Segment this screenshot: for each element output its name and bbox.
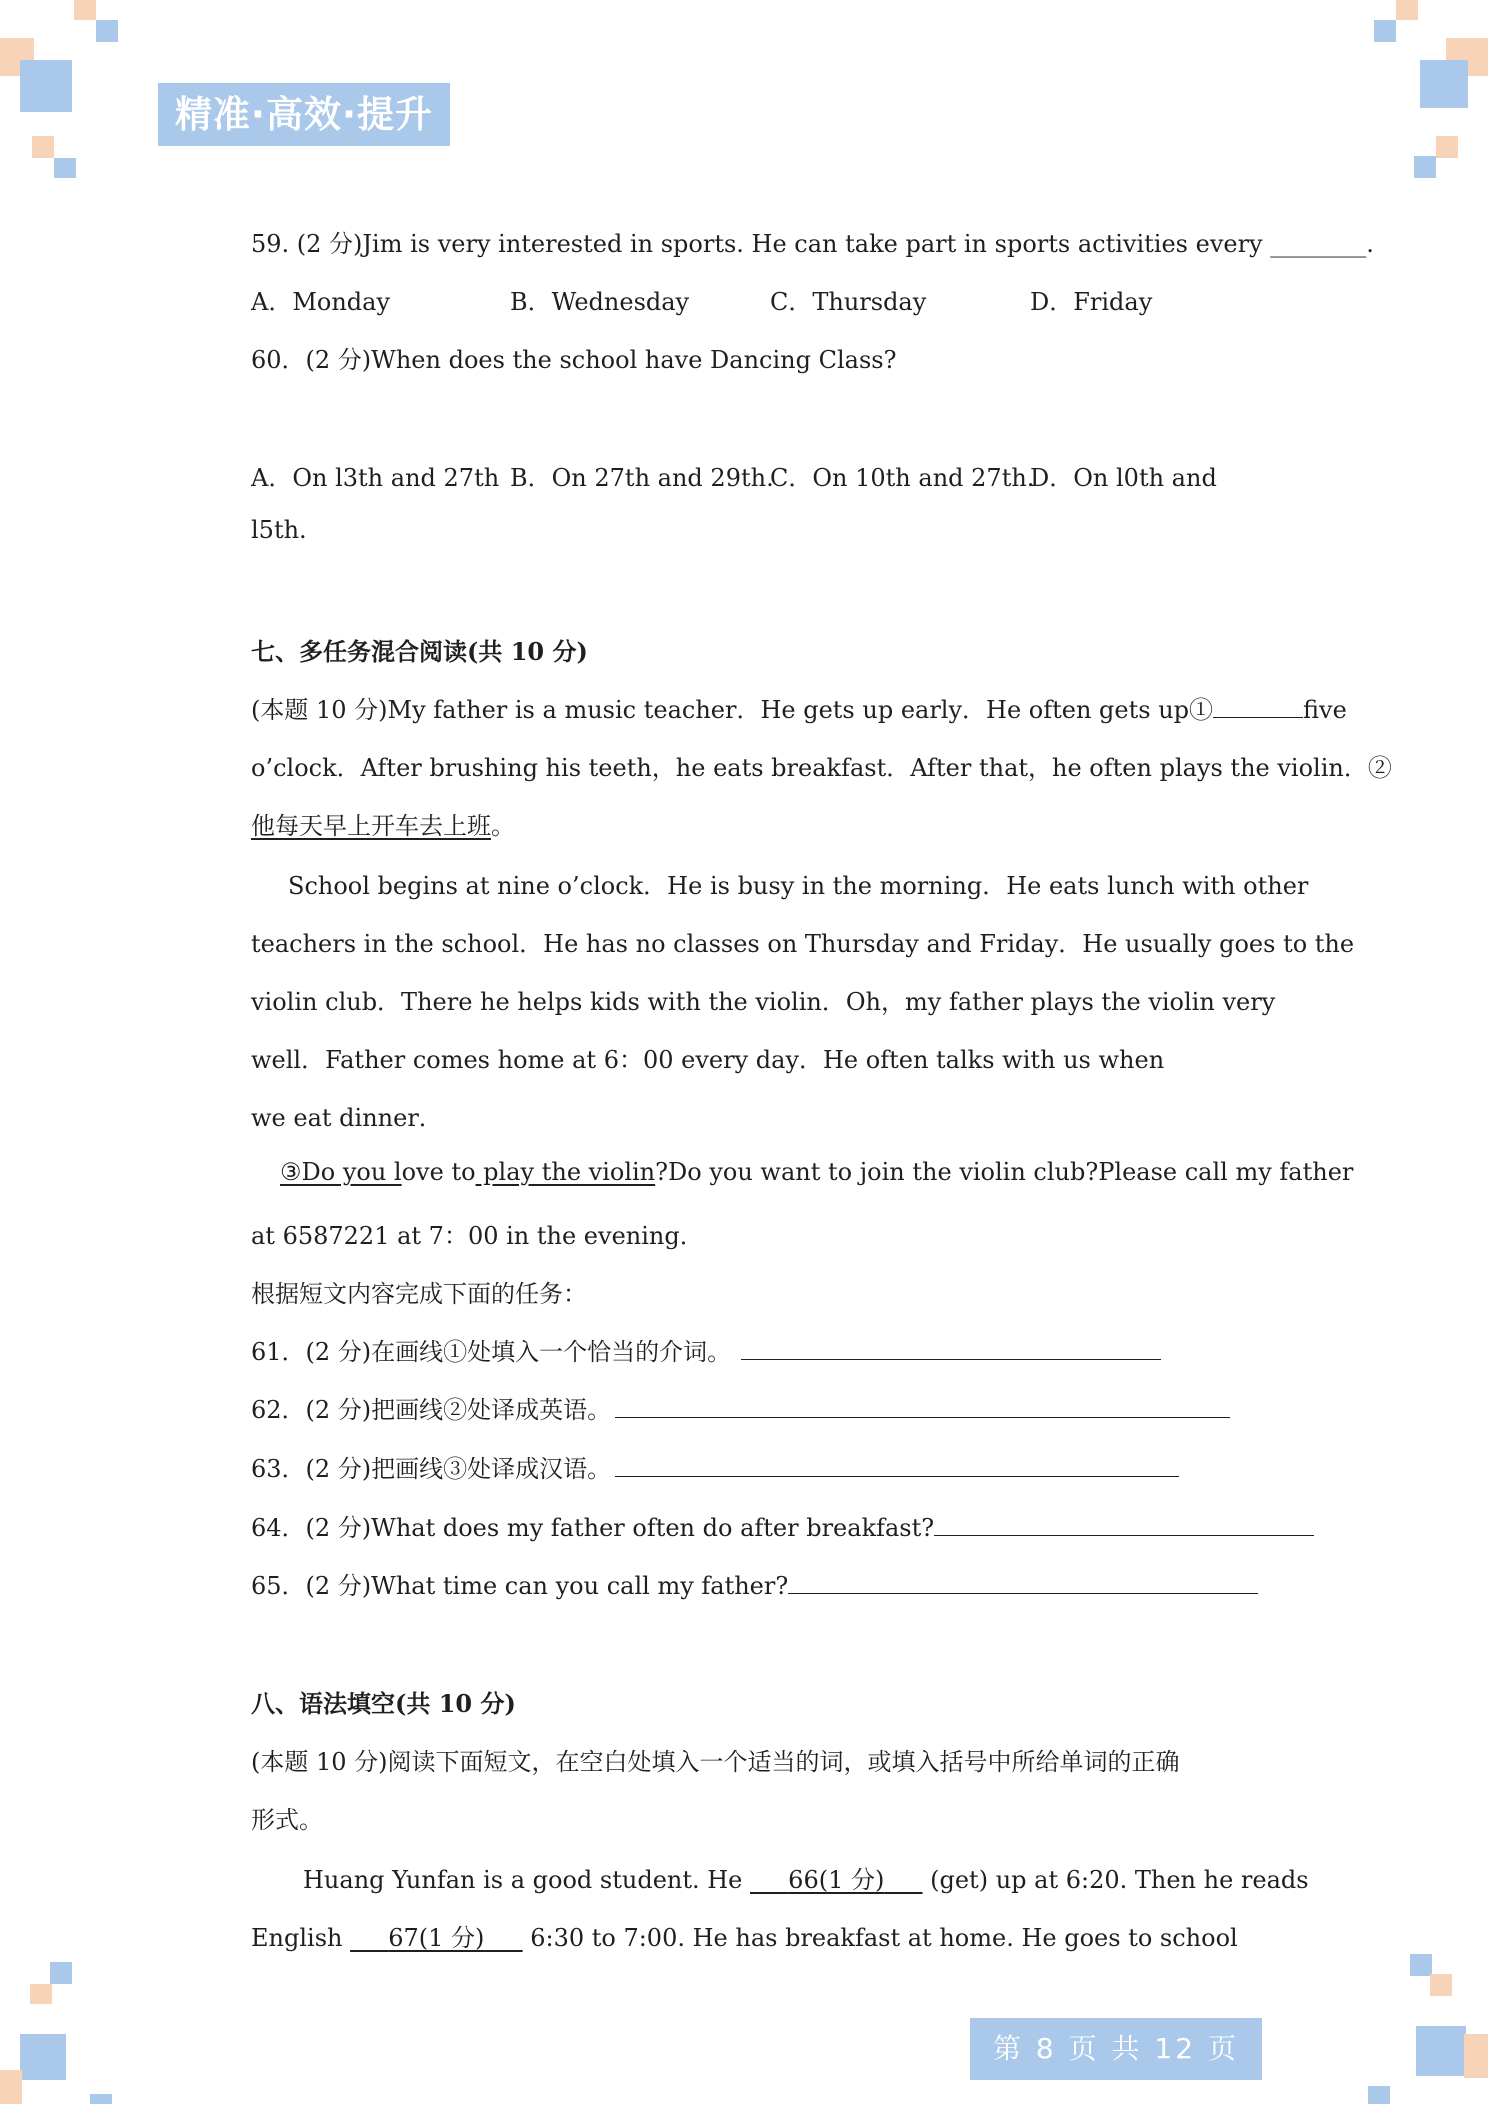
passage-8-line-2 — [251, 1918, 1238, 1953]
text: 6:30 to 7:00. He has breakfast at home. He goes to school — [522, 1924, 1238, 1952]
option-b: B．On 27th and 29th. — [510, 464, 774, 492]
passage-7-line-8: we eat dinner． — [251, 1104, 443, 1132]
option-b: B．Wednesday — [510, 288, 690, 316]
section-8-intro-1: (本题 10 分)阅读下面短文，在空白处填入一个适当的词，或填入括号中所给单词的正确 — [251, 1748, 1180, 1776]
passage-7-line-10: at 6587221 at 7：00 in the evening． — [251, 1222, 704, 1250]
page-number-footer: 第 8 页 共 12 页 — [970, 2018, 1262, 2080]
section-8-title: 八、语法填空(共 10 分) — [251, 1689, 516, 1718]
option-c: C．On 10th and 27th. — [770, 464, 1035, 492]
text: 65．(2 分)What time can you call my father? — [251, 1572, 789, 1600]
answer-line[interactable] — [741, 1337, 1161, 1360]
option-c: C．Thursday — [770, 288, 927, 316]
question-60-stem: 60．(2 分)When does the school have Dancing Class? — [251, 346, 897, 374]
underlined-sentence-3a: ③Do you l — [280, 1158, 402, 1186]
text: (get) up at 6:20. Then he reads — [922, 1866, 1309, 1894]
blank-67[interactable] — [350, 1924, 522, 1952]
answer-line[interactable] — [615, 1395, 1230, 1418]
text: 。 — [491, 812, 515, 840]
text: five — [1303, 696, 1347, 724]
blank-66-label: 66(1 分) — [788, 1866, 885, 1894]
blank-1 — [1213, 695, 1303, 718]
option-d: D．On l0th and — [1030, 464, 1217, 492]
answer-line[interactable] — [934, 1513, 1314, 1536]
question-63 — [251, 1449, 1179, 1484]
option-a: A．Monday — [251, 288, 391, 316]
answer-line[interactable] — [615, 1454, 1179, 1477]
text: English — [251, 1924, 351, 1952]
option-a: A．On l3th and 27th — [251, 464, 500, 492]
blank-67-label: 67(1 分) — [388, 1924, 485, 1952]
question-59-stem: 59. (2 分)Jim is very interested in sports. He can take part in sports activities every ________. — [251, 230, 1374, 258]
passage-8-line-1 — [303, 1860, 1309, 1895]
question-61 — [251, 1332, 1161, 1367]
section-7-title: 七、多任务混合阅读(共 10 分) — [251, 637, 588, 666]
text: 64．(2 分)What does my father often do after breakfast? — [251, 1514, 935, 1542]
passage-7-line-9 — [280, 1158, 1353, 1186]
passage-7-line-6: violin club．There he helps kids with the violin．Oh，my father plays the violin very — [251, 988, 1276, 1016]
text: 61．(2 分)在画线①处填入一个恰当的介词。 — [251, 1338, 732, 1366]
text: ove to — [401, 1158, 476, 1186]
text: 62．(2 分)把画线②处译成英语。 — [251, 1396, 612, 1424]
text: (本题 10 分)My father is a music teacher．He gets up early．He often gets up① — [251, 696, 1214, 724]
passage-7-line-1 — [251, 690, 1347, 725]
text: Huang Yunfan is a good student. He — [303, 1866, 751, 1894]
section-8-intro-2: 形式。 — [251, 1806, 323, 1834]
task-intro: 根据短文内容完成下面的任务： — [251, 1280, 587, 1308]
passage-7-line-3 — [251, 806, 515, 841]
passage-7-line-5: teachers in the school．He has no classes on Thursday and Friday．He usually goes to the — [251, 930, 1355, 958]
passage-7-line-4: School begins at nine o’clock．He is busy in the morning．He eats lunch with other — [288, 872, 1309, 900]
question-65 — [251, 1566, 1258, 1601]
option-d: D．Friday — [1030, 288, 1153, 316]
underlined-sentence-3b: play the violin — [475, 1158, 656, 1186]
blank-66[interactable] — [750, 1866, 922, 1894]
question-62 — [251, 1390, 1230, 1425]
text: 63．(2 分)把画线③处译成汉语。 — [251, 1455, 612, 1483]
question-60-option-wrap: l5th. — [251, 516, 307, 544]
passage-7-line-2: o’clock．After brushing his teeth，he eats breakfast．After that，he often plays the violin．② — [251, 754, 1392, 782]
passage-7-line-7: well．Father comes home at 6：00 every day．He often talks with us when — [251, 1046, 1165, 1074]
underlined-sentence-2: 他每天早上开车去上班 — [251, 812, 491, 840]
header-banner: 精准·高效·提升 — [158, 83, 450, 146]
text: ?Do you want to join the violin club?Please call my father — [655, 1158, 1354, 1186]
answer-line[interactable] — [788, 1571, 1258, 1594]
question-64 — [251, 1508, 1314, 1543]
